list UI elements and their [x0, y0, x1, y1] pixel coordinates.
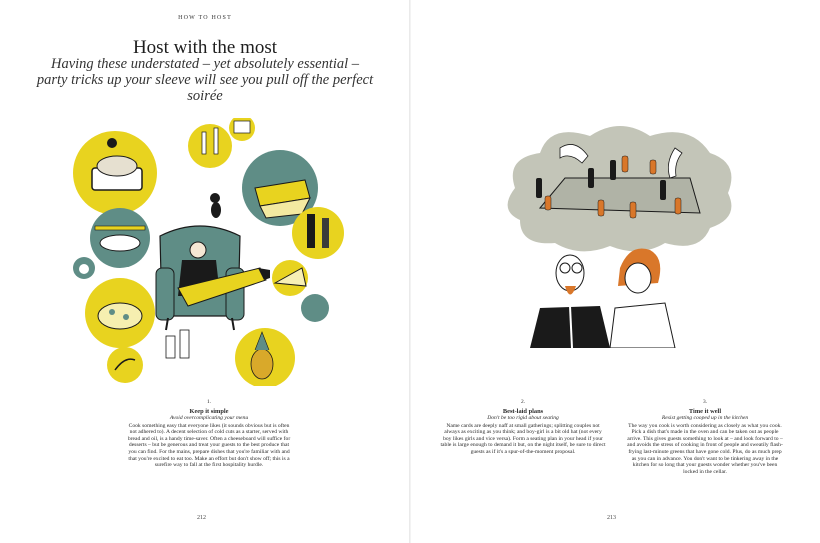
article-title: Host with the most [132, 37, 278, 58]
tip-number: 1. [206, 399, 212, 405]
tip-number: 2. [520, 399, 526, 405]
tip-number: 3. [702, 399, 708, 405]
tip-heading: Best-laid plans [502, 407, 544, 415]
right-page [410, 0, 820, 543]
tip-subheading: Resist getting cooped up in the kitchen [661, 415, 749, 422]
host-illustration [70, 118, 355, 386]
seating-plan-illustration [500, 118, 740, 348]
page-number: 212 [197, 515, 206, 521]
tip-subheading: Don't be too rigid about seating [487, 415, 559, 422]
tip-body: Name cards are deeply naff at small gatherings; splitting couples not always as exciting as you think; and boy-girl is a bit old hat (not every boy likes girls and vice versa). Form a seating plan in your head if your table is large enough to demand it but, on the night itself, be sure to direct guests as if it's a spur-of-the-moment proposal. [440, 422, 606, 456]
tip-body: Cook something easy that everyone likes (it sounds obvious but is often not adhered to). A decent selection of cold cuts as a starter, served with bread and oil, is a handy time-saver. Often a cheeseboard will suffice for desserts – but be generous and treat your guests to the best produce that you can find. For the mains, prepare dishes that you're familiar with and that you're excited to eat too. Make an effort but don't show off; this is a surefire way to fall at the first hospitality hurdle. [127, 422, 291, 469]
tip-subheading: Avoid overcomplicating your menu [169, 415, 249, 422]
tip-best-laid-plans [440, 399, 606, 456]
section-label: HOW TO HOST [178, 15, 232, 21]
tip-time-it-well [626, 399, 784, 475]
tip-keep-it-simple [125, 399, 293, 469]
tip-body: The way you cook is worth considering as closely as what you cook. Pick a dish that's made in the oven and can be taken out as people arrive. This gives guests something to look at – and look forward to – and avoids the stress of cooking in front of people and sweatily flash-frying last-minute greens that have gone cold. Plus, do as much prep as you can in advance. You don't want to be tinkering away in the kitchen for so long that your guests wonder whether you've been locked in the cellar. [627, 422, 783, 475]
article-standfirst: Having these understated – yet absolutely essential – party tricks up your sleeve will see you pull off the perfect soirée [36, 56, 374, 104]
page-number: 213 [607, 515, 616, 521]
tip-heading: Time it well [688, 407, 722, 415]
tip-heading: Keep it simple [189, 407, 229, 415]
